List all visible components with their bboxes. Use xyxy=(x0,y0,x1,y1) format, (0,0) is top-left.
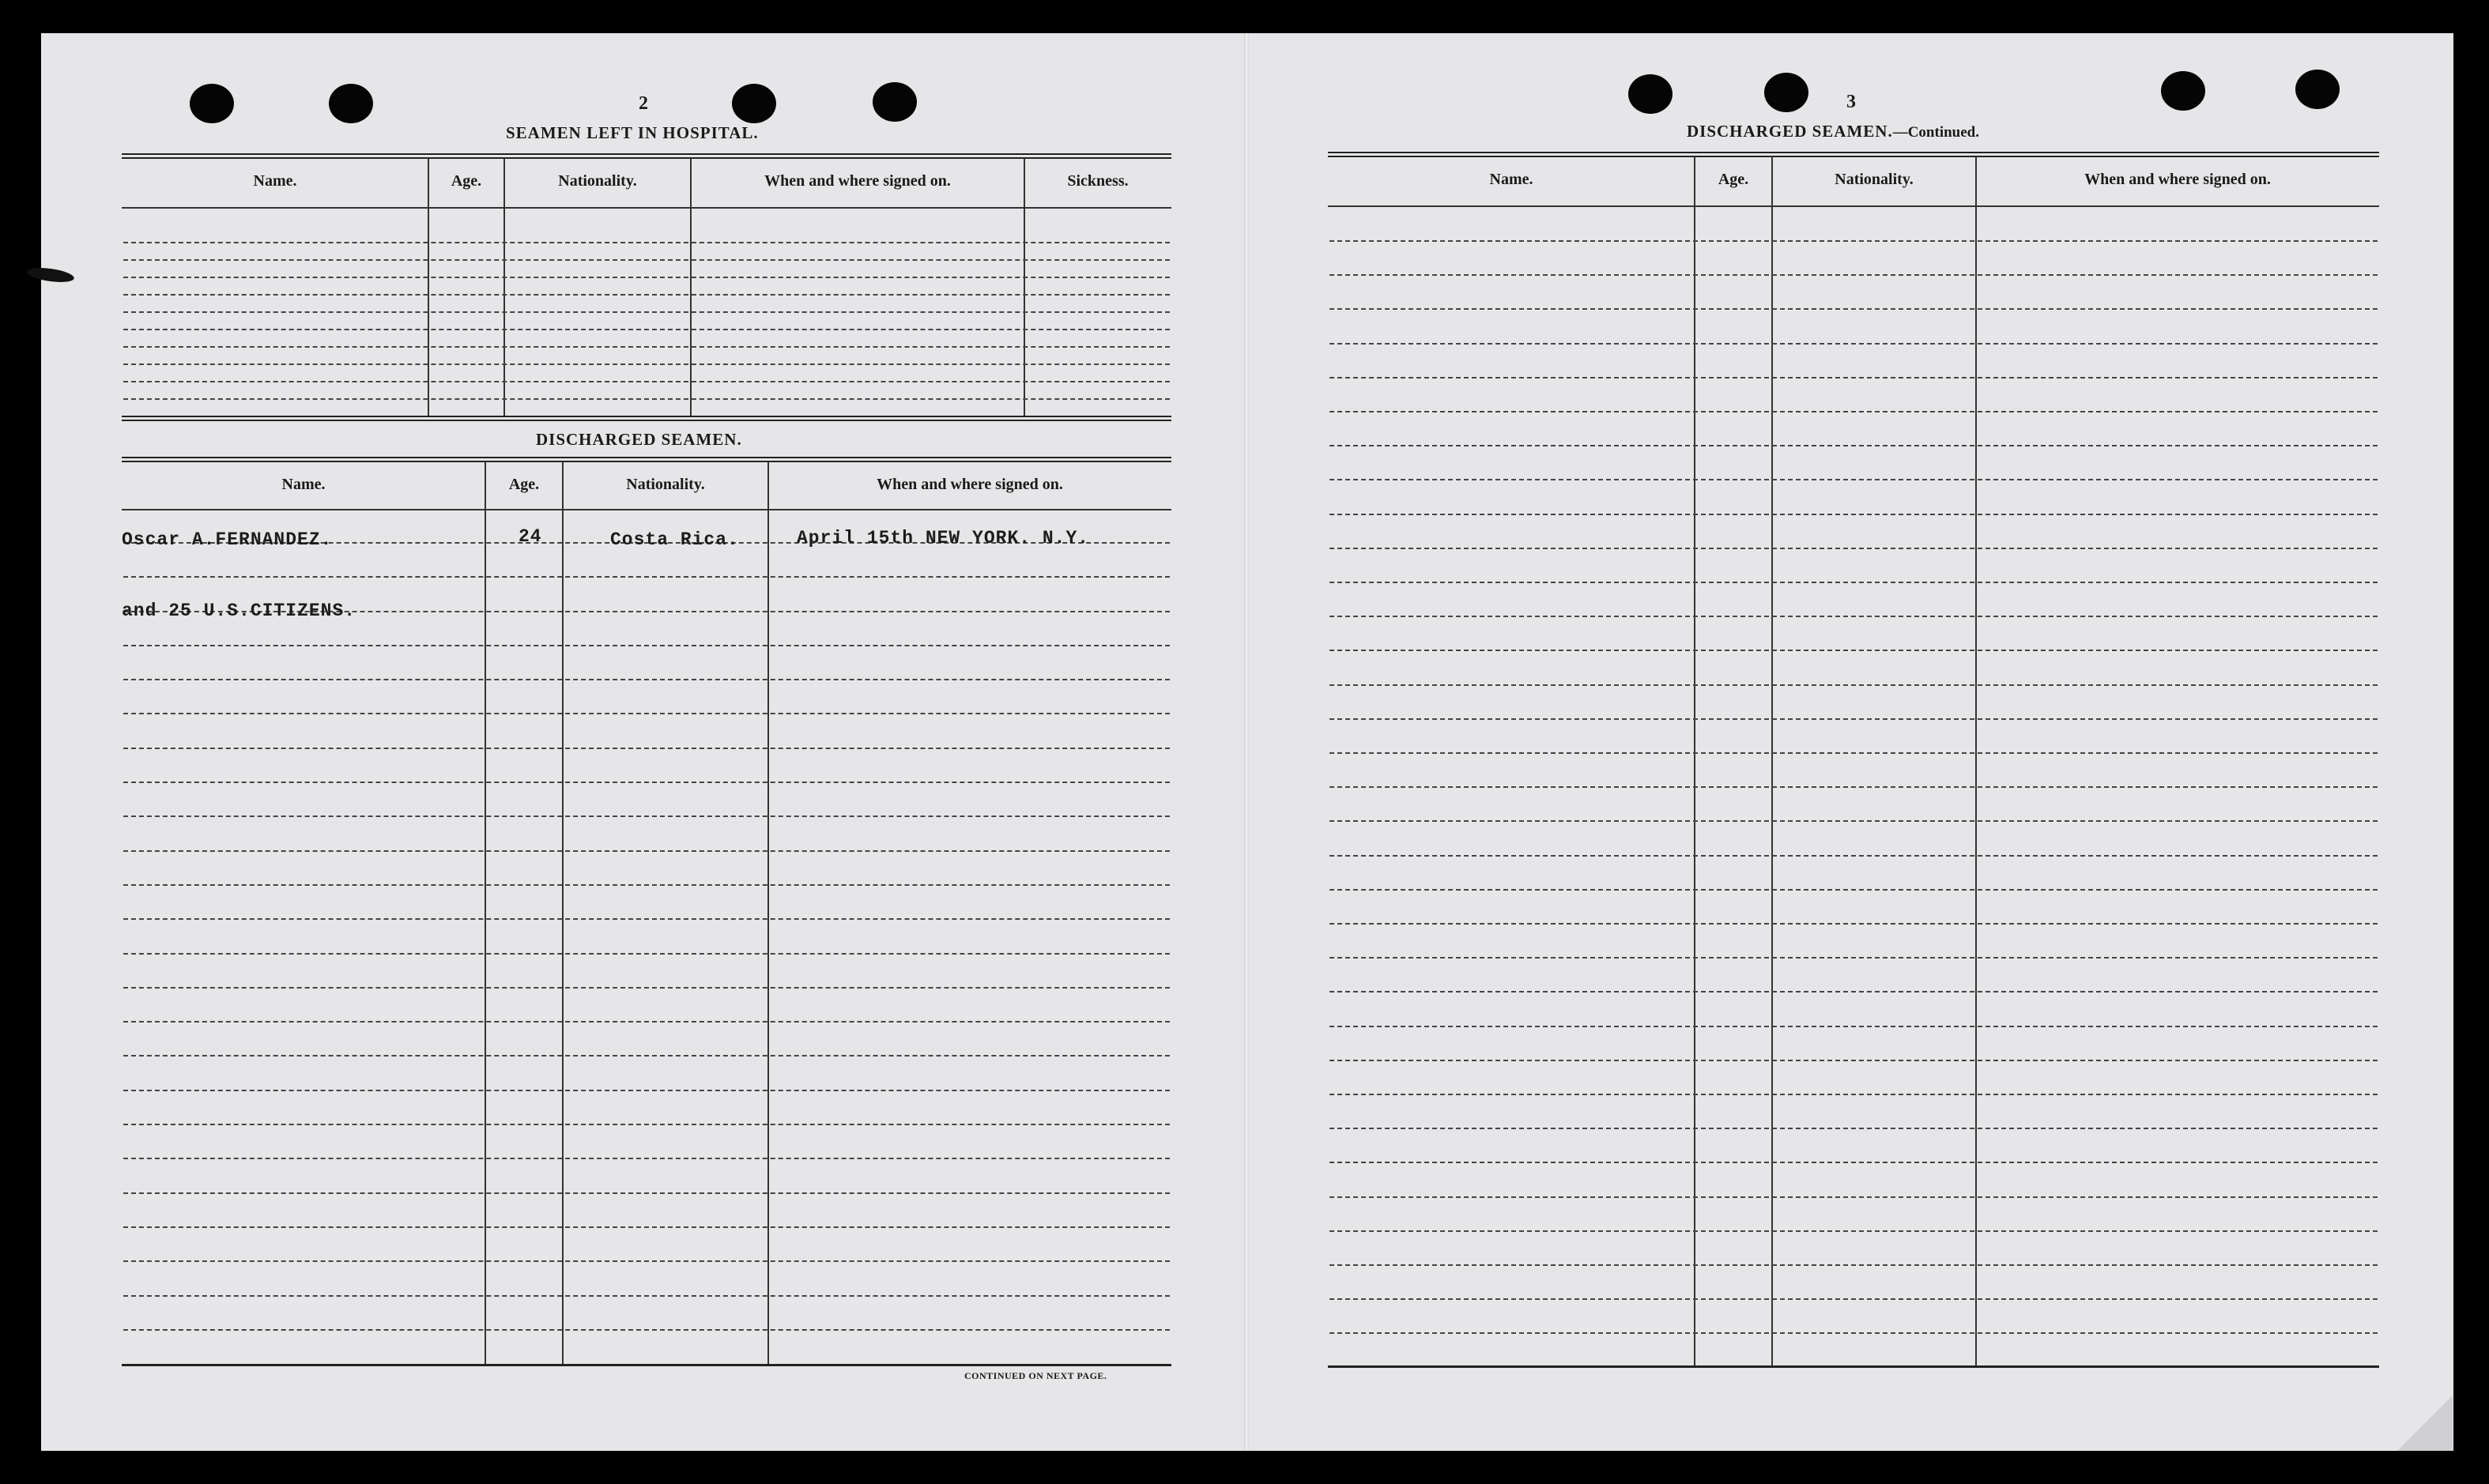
right-ruling-line xyxy=(1329,820,2378,822)
hospital-ruling-line xyxy=(123,311,1170,313)
right-ruling-line xyxy=(1329,240,2378,242)
discharged-ruling-line xyxy=(123,713,1170,714)
punch-hole xyxy=(1764,73,1808,112)
hospital-ruling-line xyxy=(123,329,1170,330)
right-ruling-line xyxy=(1329,377,2378,379)
discharged-ruling-line xyxy=(123,679,1170,680)
discharged-ruling-line xyxy=(123,1090,1170,1091)
right-ruling-line xyxy=(1329,1026,2378,1027)
punch-hole xyxy=(2295,70,2340,109)
discharged-col-nationality: Nationality. xyxy=(626,476,705,493)
entry-age: 24 xyxy=(519,526,542,547)
punch-hole xyxy=(329,84,373,123)
right-ruling-line xyxy=(1329,1332,2378,1334)
right-ruling-line xyxy=(1329,889,2378,891)
right-ruling-line xyxy=(1329,957,2378,959)
right-section-title-main: DISCHARGED SEAMEN. xyxy=(1687,122,1893,141)
hospital-col-divider xyxy=(1024,158,1025,416)
right-ruling-line xyxy=(1329,1196,2378,1198)
hospital-ruling-line xyxy=(123,277,1170,278)
right-ruling-line xyxy=(1329,548,2378,549)
discharged-ruling-line xyxy=(123,1055,1170,1057)
folded-corner xyxy=(2397,1395,2453,1451)
right-ruling-line xyxy=(1329,855,2378,857)
discharged-section-title: DISCHARGED SEAMEN. xyxy=(536,430,742,449)
hospital-ruling-line xyxy=(123,294,1170,296)
right-ruling-line xyxy=(1329,1264,2378,1266)
right-ruling-line xyxy=(1329,1162,2378,1163)
left-page-number: 2 xyxy=(639,93,648,114)
page-fold xyxy=(1244,33,1249,1451)
right-ruling-line xyxy=(1329,923,2378,925)
discharged-ruling-line xyxy=(123,1158,1170,1159)
hospital-ruling-line xyxy=(123,363,1170,365)
hospital-table-header-rule xyxy=(122,207,1171,209)
right-ruling-line xyxy=(1329,616,2378,617)
right-ruling-line xyxy=(1329,274,2378,276)
discharged-ruling-line xyxy=(123,576,1170,578)
hospital-col-divider xyxy=(503,158,505,416)
hospital-section-title: SEAMEN LEFT IN HOSPITAL. xyxy=(506,123,759,142)
discharged-ruling-line xyxy=(123,884,1170,886)
hospital-col-nationality: Nationality. xyxy=(558,172,637,190)
discharged-ruling-line xyxy=(123,1295,1170,1297)
right-ruling-line xyxy=(1329,582,2378,583)
discharged-ruling-line xyxy=(123,645,1170,646)
continued-footer: CONTINUED ON NEXT PAGE. xyxy=(964,1370,1107,1381)
entry-nationality: Costa Rica. xyxy=(610,529,739,550)
right-col-divider xyxy=(1694,156,1695,1365)
punch-hole xyxy=(1628,74,1673,114)
discharged-ruling-line xyxy=(123,1192,1170,1194)
right-section-title xyxy=(1687,122,1979,141)
punch-hole xyxy=(732,84,776,123)
discharged-col-divider xyxy=(767,461,769,1364)
right-ruling-line xyxy=(1329,991,2378,992)
discharged-col-divider xyxy=(562,461,564,1364)
right-col-age: Age. xyxy=(1718,171,1749,188)
right-ruling-line xyxy=(1329,411,2378,412)
discharged-ruling-line xyxy=(123,815,1170,817)
right-section-title-suffix: —Continued. xyxy=(1892,124,1979,141)
discharged-table-top-rule xyxy=(122,457,1171,462)
right-ruling-line xyxy=(1329,343,2378,345)
right-ruling-line xyxy=(1329,684,2378,686)
punch-hole xyxy=(190,84,234,123)
hospital-ruling-line xyxy=(123,259,1170,261)
hospital-ruling-line xyxy=(123,346,1170,348)
discharged-ruling-line xyxy=(123,1124,1170,1125)
hospital-table-top-rule xyxy=(122,153,1171,159)
discharged-ruling-line xyxy=(123,1329,1170,1331)
right-ruling-line xyxy=(1329,786,2378,788)
hospital-col-age: Age. xyxy=(451,172,482,190)
discharged-col-name: Name. xyxy=(281,476,326,493)
hospital-col-sickness: Sickness. xyxy=(1067,172,1129,190)
discharged-ruling-line xyxy=(123,850,1170,852)
right-col-name: Name. xyxy=(1489,171,1533,188)
discharged-col-signed-on: When and where signed on. xyxy=(877,476,1063,493)
right-col-signed-on: When and where signed on. xyxy=(2084,171,2271,188)
right-ruling-line xyxy=(1329,650,2378,651)
entry-signed-on: April 15th NEW YORK. N.Y. xyxy=(797,528,1090,548)
discharged-table-bottom-rule xyxy=(122,1364,1171,1366)
punch-hole xyxy=(2161,71,2205,111)
right-ruling-line xyxy=(1329,1094,2378,1095)
right-ruling-line xyxy=(1329,514,2378,515)
hospital-ruling-line xyxy=(123,381,1170,382)
right-table-top-rule xyxy=(1328,152,2379,157)
right-ruling-line xyxy=(1329,1128,2378,1129)
hospital-ruling-line xyxy=(123,242,1170,243)
right-ruling-line xyxy=(1329,308,2378,310)
entry-name: Oscar A.FERNANDEZ. xyxy=(122,529,333,550)
right-table-bottom-rule xyxy=(1328,1365,2379,1368)
entry-name: and 25 U.S.CITIZENS. xyxy=(122,601,356,621)
hospital-table-bottom-rule xyxy=(122,416,1171,421)
discharged-ruling-line xyxy=(123,918,1170,920)
right-page-number: 3 xyxy=(1846,92,1856,112)
right-ruling-line xyxy=(1329,752,2378,754)
discharged-ruling-line xyxy=(123,953,1170,955)
right-col-divider xyxy=(1771,156,1773,1365)
discharged-ruling-line xyxy=(123,1226,1170,1228)
discharged-ruling-line xyxy=(123,1260,1170,1262)
hospital-col-signed-on: When and where signed on. xyxy=(764,172,951,190)
discharged-col-age: Age. xyxy=(508,476,540,493)
discharged-ruling-line xyxy=(123,782,1170,783)
hospital-ruling-line xyxy=(123,398,1170,400)
discharged-ruling-line xyxy=(123,987,1170,989)
right-ruling-line xyxy=(1329,1060,2378,1061)
right-ruling-line xyxy=(1329,1298,2378,1300)
right-col-divider xyxy=(1975,156,1977,1365)
right-ruling-line xyxy=(1329,1230,2378,1232)
discharged-ruling-line xyxy=(123,1021,1170,1023)
punch-hole xyxy=(873,82,917,122)
right-table-header-rule xyxy=(1328,205,2379,207)
hospital-col-divider xyxy=(428,158,429,416)
discharged-table-header-rule xyxy=(122,509,1171,510)
hospital-col-name: Name. xyxy=(253,172,297,190)
discharged-ruling-line xyxy=(123,748,1170,749)
discharged-col-divider xyxy=(485,461,486,1364)
right-col-nationality: Nationality. xyxy=(1835,171,1914,188)
right-ruling-line xyxy=(1329,718,2378,720)
hospital-col-divider xyxy=(690,158,692,416)
right-ruling-line xyxy=(1329,445,2378,446)
right-ruling-line xyxy=(1329,479,2378,480)
